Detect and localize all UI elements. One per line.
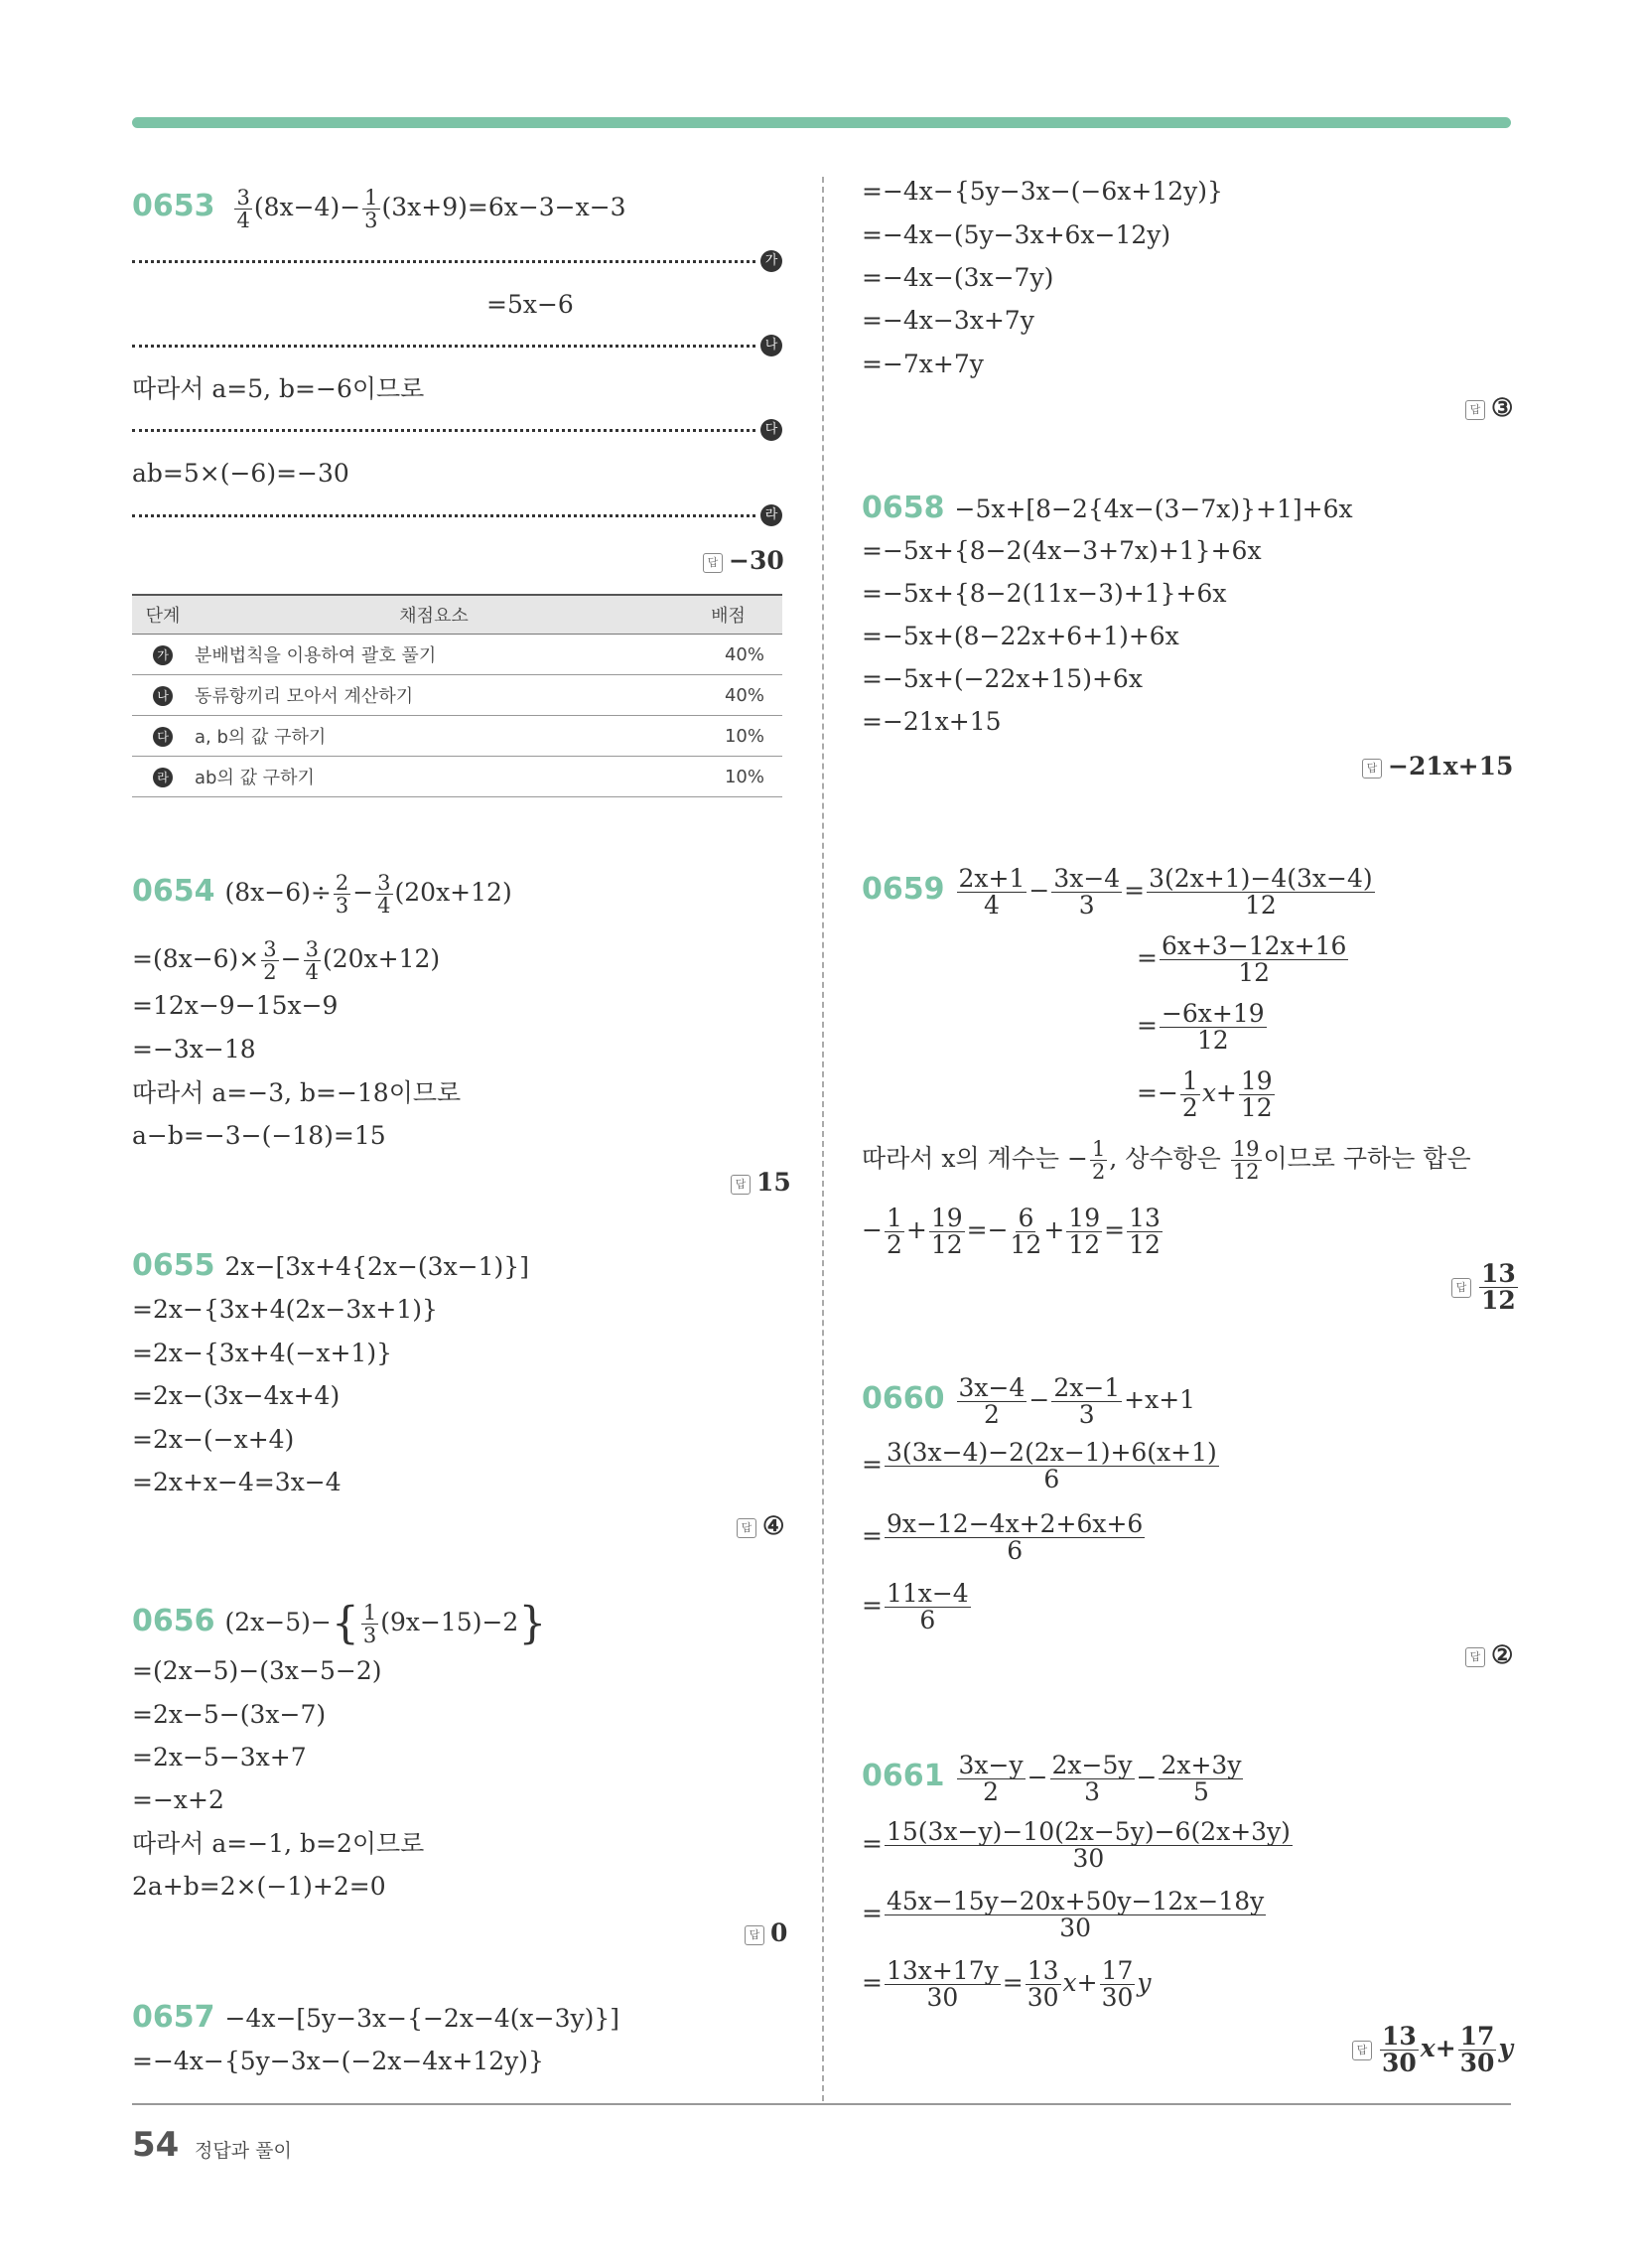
problem-0657-line4: =−4x−(5y−3x+6x−12y): [862, 220, 1171, 249]
problem-0655-line5: =2x−(−x+4): [132, 1425, 295, 1454]
table-row: 라 ab의 값 구하기 10%: [132, 757, 782, 797]
table-header: 단계: [132, 595, 194, 635]
problem-0654-line2: =(8x−6)× $\frac{3}{2}$ − $\frac{3}{4}$ (20x+12): [132, 937, 441, 984]
answer-icon: 답: [1362, 759, 1382, 779]
page-label: 정답과 풀이: [195, 2140, 292, 2162]
problem-0656-line1: 0656 (2x−5)−{ $\frac{1}{3}$ (9x−15)−2}: [132, 1598, 547, 1649]
problem-0656-line7: 2a+b=2×(−1)+2=0: [132, 1872, 386, 1901]
answer-0653: 답 −30: [703, 546, 784, 575]
dotted-rule: [132, 514, 755, 517]
answer-icon: 답: [731, 1175, 751, 1195]
problem-0658-line2: =−5x+{8−2(4x−3+7x)+1}+6x: [862, 536, 1262, 565]
problem-0654-line5: 따라서 a=−3, b=−18이므로: [132, 1078, 462, 1107]
problem-0659-line4: =− $\frac{1}{2}$ x+ $\frac{19}{12}$: [1137, 1066, 1273, 1122]
problem-0655-line2: =2x−{3x+4(2x−3x+1)}: [132, 1295, 438, 1324]
answer-0656: 답 0: [745, 1918, 787, 1947]
problem-0655-line1: 0655 2x−[3x+4{2x−(3x−1)}]: [132, 1248, 529, 1283]
dotted-rule: [132, 429, 755, 432]
problem-0660-line1: 0660 $\frac{3x-4}{2}$ − $\frac{2x-1}{3}$ +x+1: [862, 1373, 1196, 1429]
problem-0659-line3: = $\frac{-6x+19}{12}$: [1137, 999, 1265, 1055]
problem-0653-line1: 0653 $\frac{3}{4}$ (8x−4)− $\frac{1}{3}$ (3x+9)=6x−3−x−3: [132, 186, 626, 232]
answer-0659: 답 $\frac{13}{12}$: [1451, 1261, 1520, 1314]
problem-0660-line4: = $\frac{11x-4}{6}$: [862, 1579, 969, 1634]
answer-0657: 답 ③: [1465, 393, 1513, 422]
step-marker: 나: [760, 335, 782, 356]
footer-rule: [132, 2103, 1511, 2105]
answer-icon: 답: [1352, 2041, 1372, 2060]
dotted-rule: [132, 345, 755, 348]
problem-0656-line5: =−x+2: [132, 1785, 224, 1814]
page-number: 54: [132, 2125, 180, 2165]
top-accent-bar: [132, 117, 1511, 128]
answer-0661: 답 $\frac{13}{30}$ x+ $\frac{17}{30}$ y: [1352, 2024, 1513, 2076]
answer-icon: 답: [1465, 1647, 1485, 1667]
column-divider: [822, 177, 824, 2101]
problem-0656-line4: =2x−5−3x+7: [132, 1743, 307, 1772]
problem-0660-line2: = $\frac{3(3x-4)-2(2x-1)+6(x+1)}{6}$: [862, 1438, 1217, 1493]
problem-0658-line5: =−5x+(−22x+15)+6x: [862, 664, 1143, 693]
problem-0655-line3: =2x−{3x+4(−x+1)}: [132, 1339, 392, 1367]
answer-0658: 답 −21x+15: [1362, 752, 1513, 780]
problem-0659-line1: 0659 $\frac{2x+1}{4}$ − $\frac{3x-4}{3}$ = $\frac{3(2x+1)-4(3x-4)}{12}$: [862, 864, 1373, 920]
problem-0655-line4: =2x−(3x−4x+4): [132, 1381, 341, 1410]
problem-0657-line7: =−7x+7y: [862, 350, 984, 378]
problem-0658-line3: =−5x+{8−2(11x−3)+1}+6x: [862, 579, 1227, 608]
problem-0657-line2: =−4x−{5y−3x−(−2x−4x+12y)}: [132, 2047, 544, 2075]
problem-0654-line1: 0654 (8x−6)÷ $\frac{2}{3}$ − $\frac{3}{4}$ (20x+12): [132, 871, 512, 918]
problem-0655-line6: =2x+x−4=3x−4: [132, 1468, 342, 1496]
problem-0653-line2: =5x−6: [486, 290, 574, 319]
problem-0661-line3: = $\frac{45x-15y-20x+50y-12x-18y}{30}$: [862, 1887, 1265, 1942]
table-header: 채점요소: [194, 595, 674, 635]
answer-0655: 답 ④: [737, 1511, 784, 1540]
step-marker: 라: [760, 504, 782, 526]
problem-0653-line3: 따라서 a=5, b=−6이므로: [132, 374, 425, 403]
problem-0654-line6: a−b=−3−(−18)=15: [132, 1121, 386, 1150]
answer-icon: 답: [1451, 1278, 1471, 1298]
problem-0656-line2: =(2x−5)−(3x−5−2): [132, 1656, 382, 1685]
problem-0657-line1: 0657 −4x−[5y−3x−{−2x−4(x−3y)}]: [132, 2000, 620, 2035]
problem-0661-line2: = $\frac{15(3x-y)-10(2x-5y)-6(2x+3y)}{30}$: [862, 1817, 1291, 1873]
table-row: 나 동류항끼리 모아서 계산하기 40%: [132, 675, 782, 716]
problem-0658-line6: =−21x+15: [862, 707, 1002, 736]
answer-icon: 답: [745, 1925, 764, 1945]
problem-0660-line3: = $\frac{9x-12-4x+2+6x+6}{6}$: [862, 1509, 1144, 1565]
problem-0661-line4: = $\frac{13x+17y}{30}$ = $\frac{13}{30}$ x+ $\frac{17}{30}$ y: [862, 1956, 1152, 2012]
answer-0660: 답 ②: [1465, 1640, 1513, 1669]
problem-0659-line6: − $\frac{1}{2}$ + $\frac{19}{12}$ =− $\frac{6}{12}$ + $\frac{19}{12}$ = $\frac{13}{12}$: [862, 1204, 1161, 1259]
problem-0656-line6: 따라서 a=−1, b=2이므로: [132, 1829, 425, 1858]
table-row: 가 분배법칙을 이용하여 괄호 풀기 40%: [132, 635, 782, 675]
problem-0657-line5: =−4x−(3x−7y): [862, 263, 1054, 292]
answer-icon: 답: [703, 553, 723, 573]
problem-0657-line3: =−4x−{5y−3x−(−6x+12y)}: [862, 177, 1223, 206]
problem-0653-line4: ab=5×(−6)=−30: [132, 459, 349, 488]
problem-0657-line6: =−4x−3x+7y: [862, 306, 1034, 335]
problem-0654-line4: =−3x−18: [132, 1035, 256, 1063]
table-header: 배점: [674, 595, 782, 635]
scoring-table: [132, 594, 782, 797]
problem-0656-line3: =2x−5−(3x−7): [132, 1700, 327, 1729]
answer-0654: 답 15: [731, 1168, 791, 1197]
step-marker: 다: [760, 419, 782, 441]
dotted-rule: [132, 260, 755, 263]
problem-0654-line3: =12x−9−15x−9: [132, 991, 339, 1020]
answer-icon: 답: [737, 1518, 756, 1538]
problem-0661-line1: 0661 $\frac{3x-y}{2}$ − $\frac{2x-5y}{3}$ − $\frac{2x+3y}{5}$: [862, 1751, 1242, 1806]
answer-icon: 답: [1465, 400, 1485, 420]
problem-0658-line1: 0658 −5x+[8−2{4x−(3−7x)}+1]+6x: [862, 491, 1353, 525]
problem-0658-line4: =−5x+(8−22x+6+1)+6x: [862, 622, 1179, 650]
problem-0659-line5: 따라서 x의 계수는 − $\frac{1}{2}$ , 상수항은 $\frac{19}{12}$ 이므로 구하는 합은: [862, 1137, 1471, 1184]
table-row: 다 a, b의 값 구하기 10%: [132, 716, 782, 757]
step-marker: 가: [760, 250, 782, 272]
problem-0659-line2: = $\frac{6x+3-12x+16}{12}$: [1137, 931, 1347, 987]
